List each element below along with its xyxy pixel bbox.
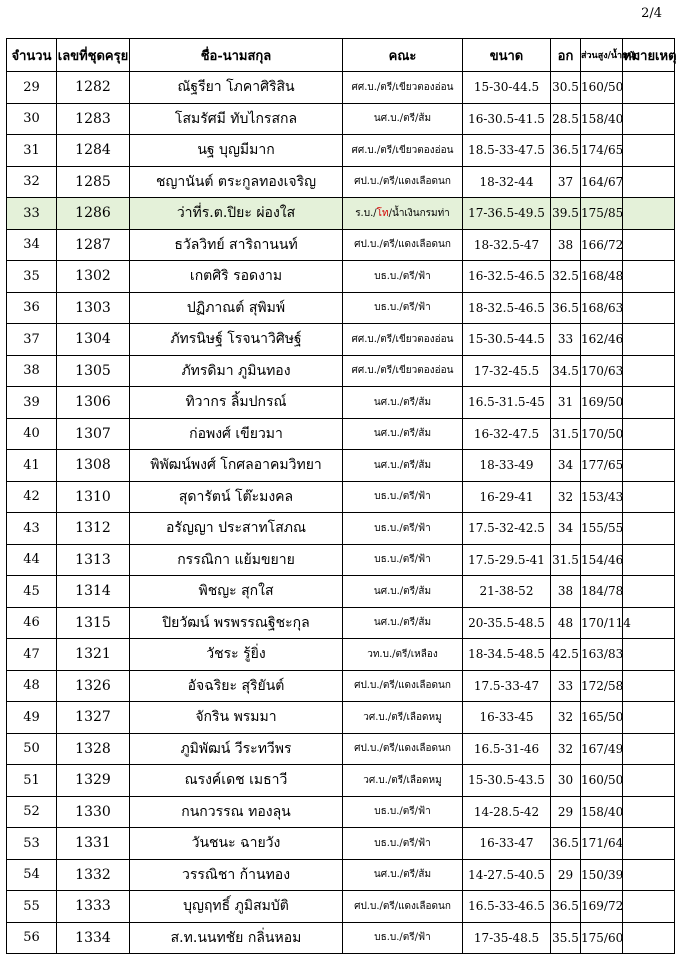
row-count-cell: 51 [7,765,57,797]
table-row [7,229,675,261]
row-count-cell: 42 [7,481,57,513]
height-weight-cell: 170/114 [581,607,623,639]
size-measurement-cell: 16.5-31.5-45 [463,387,551,419]
size-measurement-cell: 16-32-47.5 [463,418,551,450]
gown-number-cell: 1321 [57,639,130,671]
row-count-cell: 49 [7,702,57,734]
table-row [7,922,675,954]
gown-number-cell: 1302 [57,261,130,293]
table-row [7,828,675,860]
header-height-weight: ส่วนสูง/น้ำหนัก [581,39,623,72]
height-weight-cell: 158/40 [581,103,623,135]
faculty-suffix: /น้ำเงินกรมท่า [388,207,450,219]
faculty-cell: ศป.บ./ตรี/แดงเลือดนก [343,891,463,923]
row-count-cell: 38 [7,355,57,387]
full-name-cell: วันชนะ ฉายวัง [130,828,343,860]
full-name-cell: สุดารัตน์ โต๊ะมงคล [130,481,343,513]
height-weight-cell: 184/78 [581,576,623,608]
chest-size-cell: 32 [551,702,581,734]
size-measurement-cell: 18-32.5-46.5 [463,292,551,324]
full-name-cell: วรรณิชา ก้านทอง [130,859,343,891]
row-count-cell: 46 [7,607,57,639]
remarks-cell [623,639,675,671]
height-weight-cell: 169/50 [581,387,623,419]
table-row [7,639,675,671]
faculty-cell: นศ.บ./ตรี/ส้ม [343,607,463,639]
chest-size-cell: 32 [551,481,581,513]
gown-number-cell: 1286 [57,198,130,230]
faculty-cell: ศศ.บ./ตรี/เขียวตองอ่อน [343,324,463,356]
remarks-cell [623,733,675,765]
faculty-cell: นศ.บ./ตรี/ส้ม [343,450,463,482]
size-measurement-cell: 18-33-49 [463,450,551,482]
gown-number-cell: 1287 [57,229,130,261]
size-measurement-cell: 17-32-45.5 [463,355,551,387]
full-name-cell: ณรงค์เดช เมธาวี [130,765,343,797]
remarks-cell [623,72,675,104]
remarks-cell [623,544,675,576]
remarks-cell [623,922,675,954]
full-name-cell: ภัทรนิษฐ์ โรจนาวิศิษฐ์ [130,324,343,356]
gown-number-cell: 1304 [57,324,130,356]
height-weight-cell: 170/50 [581,418,623,450]
table-row [7,198,675,230]
gown-number-cell: 1312 [57,513,130,545]
faculty-cell: บธ.บ./ตรี/ฟ้า [343,261,463,293]
size-measurement-cell: 21-38-52 [463,576,551,608]
remarks-cell [623,702,675,734]
row-count-cell: 43 [7,513,57,545]
remarks-cell [623,450,675,482]
row-count-cell: 44 [7,544,57,576]
size-measurement-cell: 20-35.5-48.5 [463,607,551,639]
height-weight-cell: 175/85 [581,198,623,230]
full-name-cell: เกตศิริ รอดงาม [130,261,343,293]
full-name-cell: ทิวากร ลิ้มปกรณ์ [130,387,343,419]
chest-size-cell: 31.5 [551,418,581,450]
height-weight-cell: 166/72 [581,229,623,261]
faculty-cell: บธ.บ./ตรี/ฟ้า [343,922,463,954]
table-row [7,261,675,293]
size-measurement-cell: 18-32-44 [463,166,551,198]
gown-number-cell: 1285 [57,166,130,198]
faculty-cell: นศ.บ./ตรี/ส้ม [343,103,463,135]
chest-size-cell: 38 [551,576,581,608]
full-name-cell: ชญานันต์ ตระกูลทองเจริญ [130,166,343,198]
chest-size-cell: 30 [551,765,581,797]
table-row [7,670,675,702]
full-name-cell: ว่าที่ร.ต.ปิยะ ผ่องใส [130,198,343,230]
height-weight-cell: 154/46 [581,544,623,576]
table-row [7,607,675,639]
faculty-cell: วศ.บ./ตรี/เลือดหมู [343,765,463,797]
full-name-cell: อรัญญา ประสาทโสภณ [130,513,343,545]
size-measurement-cell: 16-33-47 [463,828,551,860]
row-count-cell: 56 [7,922,57,954]
remarks-cell [623,576,675,608]
full-name-cell: กรรณิกา แย้มขยาย [130,544,343,576]
gown-number-cell: 1334 [57,922,130,954]
remarks-cell [623,387,675,419]
faculty-cell: ศป.บ./ตรี/แดงเลือดนก [343,229,463,261]
table-row [7,481,675,513]
height-weight-cell: 172/58 [581,670,623,702]
chest-size-cell: 48 [551,607,581,639]
chest-size-cell: 34 [551,513,581,545]
faculty-cell: ศศ.บ./ตรี/เขียวตองอ่อน [343,135,463,167]
faculty-cell: นศ.บ./ตรี/ส้ม [343,576,463,608]
table-row [7,450,675,482]
gown-roster-table [6,38,675,954]
full-name-cell: กนกวรรณ ทองลุน [130,796,343,828]
remarks-cell [623,513,675,545]
height-weight-cell: 175/60 [581,922,623,954]
row-count-cell: 55 [7,891,57,923]
size-measurement-cell: 18-34.5-48.5 [463,639,551,671]
table-row [7,355,675,387]
remarks-cell [623,670,675,702]
row-count-cell: 53 [7,828,57,860]
height-weight-cell: 168/48 [581,261,623,293]
row-count-cell: 50 [7,733,57,765]
header-gown-number: เลขที่ชุดครุย [57,39,130,72]
chest-size-cell: 34 [551,450,581,482]
full-name-cell: จักริน พรมมา [130,702,343,734]
faculty-cell: บธ.บ./ตรี/ฟ้า [343,292,463,324]
remarks-cell [623,355,675,387]
gown-number-cell: 1283 [57,103,130,135]
gown-number-cell: 1330 [57,796,130,828]
table-row [7,702,675,734]
chest-size-cell: 29 [551,859,581,891]
faculty-cell: บธ.บ./ตรี/ฟ้า [343,481,463,513]
remarks-cell [623,828,675,860]
table-row [7,733,675,765]
chest-size-cell: 28.5 [551,103,581,135]
chest-size-cell: 35.5 [551,922,581,954]
full-name-cell: วัชระ รู้ยิ่ง [130,639,343,671]
row-count-cell: 35 [7,261,57,293]
table-row [7,418,675,450]
full-name-cell: พิชญะ สุกใส [130,576,343,608]
gown-number-cell: 1315 [57,607,130,639]
size-measurement-cell: 17-36.5-49.5 [463,198,551,230]
faculty-cell [343,198,463,230]
faculty-cell: ศป.บ./ตรี/แดงเลือดนก [343,166,463,198]
table-row [7,103,675,135]
size-measurement-cell: 15-30-44.5 [463,72,551,104]
gown-number-cell: 1314 [57,576,130,608]
gown-number-cell: 1332 [57,859,130,891]
height-weight-cell: 160/50 [581,72,623,104]
header-remarks: หมายเหตุ [623,39,675,72]
gown-number-cell: 1284 [57,135,130,167]
row-count-cell: 34 [7,229,57,261]
table-row [7,72,675,104]
height-weight-cell: 163/83 [581,639,623,671]
table-row [7,324,675,356]
gown-number-cell: 1331 [57,828,130,860]
chest-size-cell: 36.5 [551,828,581,860]
height-weight-cell: 168/63 [581,292,623,324]
gown-number-cell: 1282 [57,72,130,104]
chest-size-cell: 37 [551,166,581,198]
full-name-cell: ภัทรดิมา ภูมินทอง [130,355,343,387]
full-name-cell: อัจฉริยะ สุริยันต์ [130,670,343,702]
size-measurement-cell: 16-30.5-41.5 [463,103,551,135]
height-weight-cell: 150/39 [581,859,623,891]
full-name-cell: โสมรัศมี ทับไกรสกล [130,103,343,135]
chest-size-cell: 31 [551,387,581,419]
remarks-cell [623,135,675,167]
row-count-cell: 31 [7,135,57,167]
gown-number-cell: 1307 [57,418,130,450]
header-faculty: คณะ [343,39,463,72]
size-measurement-cell: 18-32.5-47 [463,229,551,261]
remarks-cell [623,292,675,324]
faculty-cell: วศ.บ./ตรี/เลือดหมู [343,702,463,734]
size-measurement-cell: 17.5-29.5-41 [463,544,551,576]
chest-size-cell: 42.5 [551,639,581,671]
chest-size-cell: 36.5 [551,135,581,167]
height-weight-cell: 165/50 [581,702,623,734]
remarks-cell [623,324,675,356]
size-measurement-cell: 18.5-33-47.5 [463,135,551,167]
faculty-cell: ศศ.บ./ตรี/เขียวตองอ่อน [343,72,463,104]
row-count-cell: 48 [7,670,57,702]
full-name-cell: ภูมิพัฒน์ วีระทวีพร [130,733,343,765]
height-weight-cell: 171/64 [581,828,623,860]
remarks-cell [623,796,675,828]
full-name-cell: นฐ บุญมีมาก [130,135,343,167]
chest-size-cell: 36.5 [551,891,581,923]
gown-number-cell: 1305 [57,355,130,387]
table-row [7,859,675,891]
faculty-cell: นศ.บ./ตรี/ส้ม [343,859,463,891]
remarks-cell [623,859,675,891]
faculty-cell: ศป.บ./ตรี/แดงเลือดนก [343,670,463,702]
table-row [7,513,675,545]
remarks-cell [623,261,675,293]
row-count-cell: 54 [7,859,57,891]
page-number: 2/4 [641,6,662,21]
size-measurement-cell: 14-28.5-42 [463,796,551,828]
faculty-cell: บธ.บ./ตรี/ฟ้า [343,796,463,828]
faculty-cell: บธ.บ./ตรี/ฟ้า [343,544,463,576]
full-name-cell: พิพัฒน์พงศ์ โกศลอาคมวิทยา [130,450,343,482]
faculty-level: โท [376,207,389,219]
gown-number-cell: 1303 [57,292,130,324]
height-weight-cell: 160/50 [581,765,623,797]
gown-number-cell: 1328 [57,733,130,765]
size-measurement-cell: 16.5-33-46.5 [463,891,551,923]
remarks-cell [623,765,675,797]
faculty-cell: วท.บ./ตรี/เหลือง [343,639,463,671]
size-measurement-cell: 17.5-33-47 [463,670,551,702]
table-row [7,166,675,198]
row-count-cell: 37 [7,324,57,356]
chest-size-cell: 34.5 [551,355,581,387]
header-size: ขนาด [463,39,551,72]
full-name-cell: บุญฤทธิ์ ภูมิสมบัติ [130,891,343,923]
chest-size-cell: 30.5 [551,72,581,104]
gown-number-cell: 1308 [57,450,130,482]
full-name-cell: ปิยวัฒน์ พรพรรณฐิชะกุล [130,607,343,639]
height-weight-cell: 174/65 [581,135,623,167]
chest-size-cell: 38 [551,229,581,261]
full-name-cell: ก่อพงศ์ เขียวมา [130,418,343,450]
gown-number-cell: 1313 [57,544,130,576]
height-weight-cell: 167/49 [581,733,623,765]
row-count-cell: 45 [7,576,57,608]
table-row [7,576,675,608]
row-count-cell: 30 [7,103,57,135]
row-count-cell: 39 [7,387,57,419]
faculty-cell: ศป.บ./ตรี/แดงเลือดนก [343,733,463,765]
table-row [7,135,675,167]
remarks-cell [623,103,675,135]
height-weight-cell: 158/40 [581,796,623,828]
table-row [7,796,675,828]
size-measurement-cell: 16-32.5-46.5 [463,261,551,293]
chest-size-cell: 36.5 [551,292,581,324]
header-chest: อก [551,39,581,72]
full-name-cell: ปฏิภาณต์ สุพิมพ์ [130,292,343,324]
size-measurement-cell: 15-30.5-44.5 [463,324,551,356]
header-full-name: ชื่อ-นามสกุล [130,39,343,72]
height-weight-cell: 177/65 [581,450,623,482]
row-count-cell: 40 [7,418,57,450]
remarks-cell [623,418,675,450]
height-weight-cell: 153/43 [581,481,623,513]
size-measurement-cell: 16.5-31-46 [463,733,551,765]
remarks-cell [623,198,675,230]
chest-size-cell: 33 [551,670,581,702]
remarks-cell [623,481,675,513]
size-measurement-cell: 15-30.5-43.5 [463,765,551,797]
faculty-cell: บธ.บ./ตรี/ฟ้า [343,513,463,545]
size-measurement-cell: 16-33-45 [463,702,551,734]
row-count-cell: 36 [7,292,57,324]
remarks-cell [623,166,675,198]
row-count-cell: 52 [7,796,57,828]
row-count-cell: 29 [7,72,57,104]
gown-number-cell: 1310 [57,481,130,513]
remarks-cell [623,229,675,261]
height-weight-cell: 162/46 [581,324,623,356]
full-name-cell: ณัฐรียา โภคาศิริสิน [130,72,343,104]
height-weight-cell: 169/72 [581,891,623,923]
full-name-cell: ธวัลวิทย์ สาริถานนท์ [130,229,343,261]
height-weight-cell: 155/55 [581,513,623,545]
chest-size-cell: 32 [551,733,581,765]
faculty-cell: ศศ.บ./ตรี/เขียวตองอ่อน [343,355,463,387]
remarks-cell [623,891,675,923]
row-count-cell: 33 [7,198,57,230]
faculty-cell: บธ.บ./ตรี/ฟ้า [343,828,463,860]
chest-size-cell: 31.5 [551,544,581,576]
table-header-row [7,39,675,72]
chest-size-cell: 39.5 [551,198,581,230]
table-row [7,765,675,797]
chest-size-cell: 32.5 [551,261,581,293]
table-row [7,292,675,324]
size-measurement-cell: 16-29-41 [463,481,551,513]
faculty-prefix: ร.บ./ [355,207,377,219]
gown-number-cell: 1333 [57,891,130,923]
size-measurement-cell: 17-35-48.5 [463,922,551,954]
height-weight-cell: 164/67 [581,166,623,198]
full-name-cell: ส.ท.นนทชัย กลิ่นหอม [130,922,343,954]
row-count-cell: 41 [7,450,57,482]
chest-size-cell: 33 [551,324,581,356]
row-count-cell: 32 [7,166,57,198]
table-row [7,544,675,576]
table-row [7,891,675,923]
gown-number-cell: 1326 [57,670,130,702]
header-count: จำนวน [7,39,57,72]
height-weight-cell: 170/63 [581,355,623,387]
size-measurement-cell: 17.5-32-42.5 [463,513,551,545]
faculty-cell: นศ.บ./ตรี/ส้ม [343,418,463,450]
faculty-cell: นศ.บ./ตรี/ส้ม [343,387,463,419]
row-count-cell: 47 [7,639,57,671]
gown-number-cell: 1306 [57,387,130,419]
table-row [7,387,675,419]
gown-number-cell: 1329 [57,765,130,797]
chest-size-cell: 29 [551,796,581,828]
gown-number-cell: 1327 [57,702,130,734]
size-measurement-cell: 14-27.5-40.5 [463,859,551,891]
